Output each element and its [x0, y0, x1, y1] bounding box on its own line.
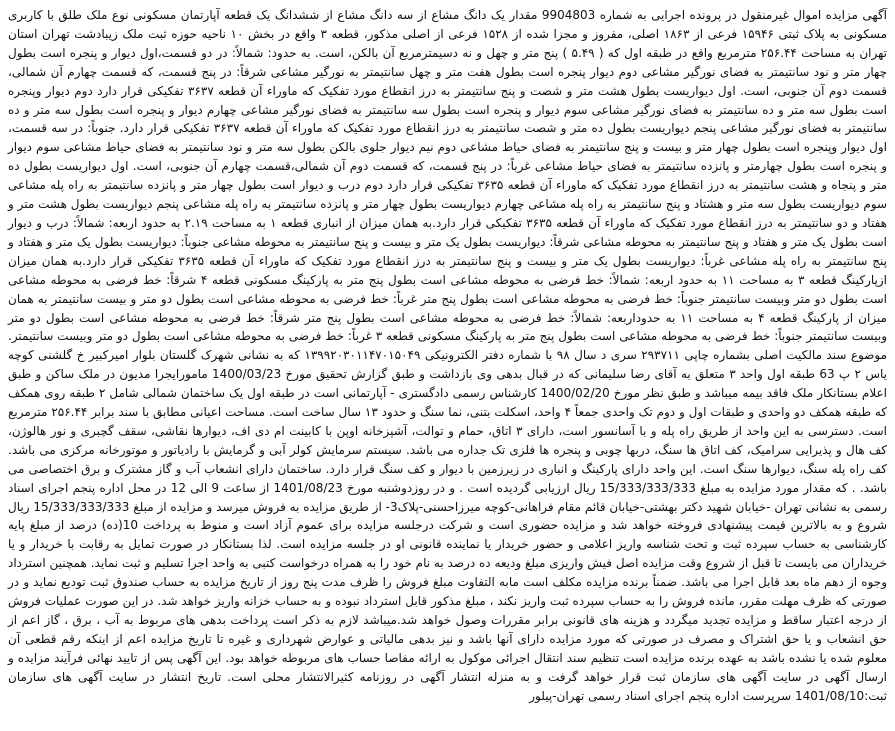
- auction-notice-text: آگهی مزایده اموال غیرمنقول در پرونده اجرایی به شماره 9904803 مقدار یک دانگ مشاع از سه دانگ مشاع از ششدانگ یک قطعه آپارتمان مسکونی نوع ملک طلق با کاربری مسکونی به پلاک ثبتی ۱۵۹۴۶ فرعی از ۱۸۶۳ اصلی، مفروز و مجزا شده از ۱۵۲۸ فرعی از اصلی مذکور، قطعه ۳ واقع در بخش ۱۰ ناحیه حوزه ثبت ملک زیبادشت تهران استان تهران به مساحت ۲۵۶.۴۴ مترمربع واقع در طبقه اول که ( ۵.۴۹ ) پنج متر و چهل و نه دسیمترمربع آن بالکن، است. به حدود: شمالاً: در دو قسمت،اول دیوار و پنجره است بطول چهار متر و نود سانتیمتر به فضای نورگیر مشاعی دوم دیوار پنجره است بطول هفت متر و چهل سانتیمتر به نورگیر مشاعی شرقاً: در پنج قسمت، که قسمت چهارم آن شمالی، قسمت دوم آن جنوبی، است. اول دیواریست بطول هشت متر و شصت و پنج سانتیمتر به درز انقطاع مورد تفکیک که ماوراء آن قطعه ۳۶۳۷ تفکیکی قرار دارد دوم دیوار وپنجره است بطول سه متر و ده سانتیمتر به فضای نورگیر مشاعی سوم دیوار و پنجره است بطول سه سانتیمتر به فضای نورگیر مشاعی چهارم دیوار و پنجره است بطول سه متر و ده سانتیمتر به فضای نورگیر مشاعی پنجم دیواریست بطول ده متر و شصت سانتیمتر به درز انقطاع مورد تفکیک که ماوراء آن قطعه ۳۶۳۷ تفکیکی قرار دارد. جنوباً: در سه قسمت، اول دیوار وپنجره است بطول چهار متر و بیست و پنج سانتیمتر به فضای حیاط مشاعی دوم نیم دیوار جلوی بالکن بطول سه متر و نود سانتیمتر به فضای حیاط مشاعی سوم دیوار و پنجره است بطول چهارمتر و پانزده سانتیمتر به فضای حیاط مشاعی غرباً: در پنج قسمت، که قسمت دوم آن شمالی،قسمت چهارم آن جنوبی، است. اول دیواریست بطول ده متر و پنجاه و هشت سانتیمتر به درز انقطاع مورد تفکیک که ماوراء آن قطعه ۳۶۳۵ تفکیکی قرار دارد دوم درب و دیوار است بطول چهار متر و پانزده سانتیمتر به راه پله مشاعی سوم دیواریست بطول سه متر و هشتاد و پنج سانتیمتر به راه پله مشاعی چهارم دیواریست بطول چهار متر و پانزده سانتیمتر به راه پله مشاعی پنجم دیواریست بطول هشت متر و هفتاد و دو سانتیمتر به درز انقطاع مورد تفکیک که ماوراء آن قطعه ۳۶۳۵ تفکیکی قرار دارد.به همان میزان از انباری قطعه ۱ به مساحت ۲.۱۹ به حدود اربعه: شمالاً: درب و دیوار است بطول یک متر و هفتاد و پنج سانتیمتر به محوطه مشاعی شرقاً: دیواریست بطول یک متر و بیست و پنج سانتیمتر به محوطه مشاعی جنوباً: دیواریست بطول یک متر و هفتاد و پنج سانتیمتر به راه پله مشاعی غرباً: دیواریست بطول یک متر و بیست و پنج سانتیمتر به درز انقطاع مورد تفکیک که ماوراء آن قطعه ۳۶۳۵ تفکیکی قرار دارد.به همان میزان ازپارکینگ قطعه ۳ به مساحت ۱۱ به حدود اربعه: شمالاً: خط فرضی به محوطه مشاعی است بطول پنج متر به پارکینگ مسکونی قطعه ۴ شرقاً: خط فرضی به محوطه مشاعی است بطول دو متر وبیست سانتیمتر جنوباً: خط فرضی به محوطه مشاعی است بطول پنج متر غرباً: خط فرضی به محوطه مشاعی است بطول دو متر و بیست سانتیمتر به همان میزان از پارکینگ قطعه ۴ به مساحت ۱۱ به حدوداربعه: شمالاً: خط فرضی به محوطه مشاعی است بطول پنج متر شرقاً: خط فرضی به محوطه مشاعی است بطول دو متر وبیست سانتیمتر جنوباً: خط فرضی به محوطه مشاعی است بطول پنج متر به پارکینگ مسکونی قطعه ۳ غرباً: خط فرضی به محوطه مشاعی است بطول دو متر وبیست سانتیمتر. موضوع سند مالکیت اصلی بشماره چاپی ۲۹۳۷۱۱ سری د سال ۹۸ با شماره دفتر الکترونیکی ۱۳۹۹۲۰۳۰۱۱۴۷۰۱۵۰۴۹ که به نشانی شهرک گلستان بلوار امیرکبیر خ گلشنی کوچه یاس ۲ پ 63 طبقه اول واحد ۳ متعلق به آقای رضا سلیمانی که در قبال بدهی وی بازداشت و طبق گزارش تحقیق مورخ 1400/03/23 مامورایجرا مدیون در ملک ساکن و طبق اعلام بستانکار ملک فاقد بیمه میباشد و طبق نظر مورخ 1400/02/20 کارشناس رسمی دادگستری - آپارتمانی است در طبقه اول یک ساختمان شمالی شامل ۲ طبقه روی همکف که طبقه همکف دو واحدی و طبقات اول و دوم تک واحدی جمعاً ۴ واحد، اسکلت بتنی، نما سنگ و حدود ۱۳ سال ساخت است. مساحت اعیانی مطابق با سند برابر ۲۵۶.۴۴ مترمربع است. دسترسی به این واحد از طریق راه پله و با آسانسور است، دارای ۳ اتاق، حمام و توالت، آشپزخانه اوپن با کابینت ام دی اف، دیوارها نقاشی، سقف گچبری و نور هالوژن، کف هال و پذیرایی سرامیک، کف اتاق ها سنگ، دربها چوبی و پنجره ها فلزی تک جداره می باشد. سیستم سرمایش کولر آبی و گرمایش با رادیاتور و موتورخانه مرکزی می باشد. کف راه پله سنگ، دیوارها سنگ است. این واحد دارای پارکینگ و انباری در زیرزمین با دیوار و کف سنگ قرار دارد. ساختمان دارای انشعاب آب و گاز مشترک و برق اختصاصی می باشد. . که مقدار مورد مزایده به مبلغ 15/333/333/333 ریال ارزیابی گردیده است . و در روزدوشنبه مورخ 1401/08/23 از ساعت 9 الی 12 در محل اداره پنجم اجرای اسناد رسمی به نشانی تهران -خیابان شهید دکتر بهشتی-خیابان قائم مقام فراهانی-کوچه میرزاحسنی-پلاک3- از طریق مزایده به فروش میرسد و مزایده از مبلغ 15/333/333/333 ریال شروع و به بالاترین قیمت پیشنهادی فروخته خواهد شد و مزایده حضوری است و شرکت درجلسه مزایده برای عموم آزاد است و منوط به پرداخت 10(ده) درصد از مبلغ پایه کارشناسی به حساب سپرده ثبت و تحت شناسه واریز اعلامی و حضور خریدار یا نماینده قانونی او در جلسه مزایده است. لذا بستانکار در صورت تمایل به رقابت با خریدار و یا خریداران می بایست تا قبل از شروع وقت مزایده اصل فیش واریزی مبلغ ودیعه ده درصد به نام خود را به همراه درخواست کتبی به واحد اجرا تسلیم و ثبت نماید. همچنین استرداد وجوه از دهم ماه بعد قابل اجرا می باشد. ضمناً برنده مزایده مکلف است مابه التفاوت مبلغ فروش را ظرف مدت پنج روز از تاریخ مزایده به حساب صندوق ثبت تودیع نماید و در صورتی که ظرف مهلت مقرر، مانده فروش را به حساب سپرده ثبت واریز نکند ، مبلغ مذکور قابل استرداد نبوده و به حساب خزانه واریز خواهد شد. در این صورت عملیات فروش از درجه اعتبار ساقط و مزایده تجدید میگردد و هزینه های قانونی برابر مقررات وصول خواهد شد.میباشد لازم به ذکر است پرداخت بدهی های مربوط به آب ، برق ، گاز اعم از حق انشعاب و یا حق اشتراک و مصرف در صورتی که مورد مزایده دارای آنها باشد و نیز بدهی مالیاتی و عوارض شهرداری و غیره تا تاریخ مزایده اعم از اینکه رقم قطعی آن معلوم شده یا نشده باشد به عهده برنده مزایده است تنظیم سند انتقال اجرائی موکول به ارائه مفاصا حساب های مربوطه خواهد بود. این آگهی پس از تایید نهائی فرآیند مزایده و ارسال آگهی در سایت آگهی های سازمان ثبت قرار خواهد گرفت و به منزله انتشار آگهی در روزنامه کثیرالانتشار محلی است. تاریخ انتشار در سایت آگهی های سازمان ثبت:1401/08/10 سرپرست اداره پنجم اجرای اسناد رسمی تهران-پیلور: [8, 8, 888, 703]
